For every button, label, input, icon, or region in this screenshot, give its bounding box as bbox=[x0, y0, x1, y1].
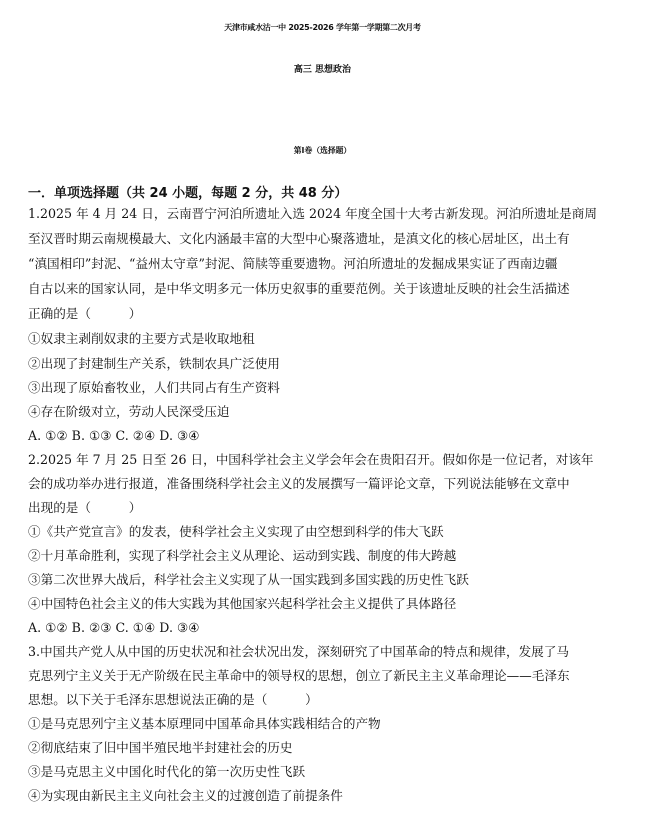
question-1-option: ②出现了封建制生产关系，铁制农具广泛使用 bbox=[28, 356, 280, 371]
exam-title: 天津市咸水沽一中 2025-2026 学年第一学期第二次月考 bbox=[224, 23, 421, 32]
question-3-option: ①是马克思列宁主义基本原理同中国革命具体实践相结合的产物 bbox=[28, 716, 381, 731]
question-2-stem-line: 出现的是（ ） bbox=[28, 500, 142, 515]
question-3-option: ④为实现由新民主主义向社会主义的过渡创造了前提条件 bbox=[28, 788, 343, 803]
question-2-option: ①《共产党宣言》的发表，使科学社会主义实现了由空想到科学的伟大飞跃 bbox=[28, 524, 444, 539]
question-3-stem-line: 思想。以下关于毛泽东思想说法正确的是（ ） bbox=[28, 692, 318, 707]
question-2-option: ④中国特色社会主义的伟大实践为其他国家兴起科学社会主义提供了具体路径 bbox=[28, 596, 457, 611]
question-2-option: ②十月革命胜利，实现了科学社会主义从理论、运动到实践、制度的伟大跨越 bbox=[28, 548, 457, 563]
question-1-option: ③出现了原始畜牧业，人们共同占有生产资料 bbox=[28, 380, 280, 395]
question-1-option: ①奴隶主剥削奴隶的主要方式是收取地租 bbox=[28, 331, 255, 346]
question-1-stem-line: 正确的是（ ） bbox=[28, 306, 142, 321]
question-2-answer-choices: A. ①② B. ②③ C. ①④ D. ③④ bbox=[28, 620, 200, 635]
question-3-option: ②彻底结束了旧中国半殖民地半封建社会的历史 bbox=[28, 740, 293, 755]
exam-subtitle: 高三 思想政治 bbox=[293, 65, 352, 75]
question-2-stem-line: 2.2025 年 7 月 25 日至 26 日，中国科学社会主义学会年会在贵阳召开。假如你是一位记者，对该年 bbox=[28, 452, 594, 467]
question-3-stem-line: 3.中国共产党人从中国的历史状况和社会状况出发，深刻研究了中国革命的特点和规律，发展了马 bbox=[28, 644, 569, 659]
section-heading: 一．单项选择题（共 24 小题，每题 2 分，共 48 分） bbox=[28, 186, 348, 201]
question-1-stem-line: “滇国相印”封泥、“益州太守章”封泥、简牍等重要遗物。河泊所遗址的发掘成果实证了西南边疆 bbox=[28, 256, 558, 271]
question-2-stem-line: 会的成功举办进行报道，准备围绕科学社会主义的发展撰写一篇评论文章，下列说法能够在文章中 bbox=[28, 476, 570, 491]
question-1-stem-line: 自古以来的国家认同，是中华文明多元一体历史叙事的重要范例。关于该遗址反映的社会生活描述 bbox=[28, 281, 570, 296]
question-1-option: ④存在阶级对立，劳动人民深受压迫 bbox=[28, 404, 230, 419]
question-2-option: ③第二次世界大战后，科学社会主义实现了从一国实践到多国实践的历史性飞跃 bbox=[28, 572, 469, 587]
question-1-stem-line: 至汉晋时期云南规模最大、文化内涵最丰富的大型中心聚落遗址，是滇文化的核心居址区，出土有 bbox=[28, 231, 570, 246]
question-1-stem-line: 1.2025 年 4 月 24 日，云南晋宁河泊所遗址入选 2024 年度全国十大考古新发现。河泊所遗址是商周 bbox=[28, 206, 597, 221]
question-1-answer-choices: A. ①② B. ①③ C. ②④ D. ③④ bbox=[28, 428, 200, 443]
part-heading: 第Ⅰ卷（选择题） bbox=[293, 146, 352, 155]
question-3-option: ③是马克思主义中国化时代化的第一次历史性飞跃 bbox=[28, 764, 306, 779]
question-3-stem-line: 克思列宁主义关于无产阶级在民主革命中的领导权的思想，创立了新民主主义革命理论——毛泽东 bbox=[28, 668, 570, 683]
